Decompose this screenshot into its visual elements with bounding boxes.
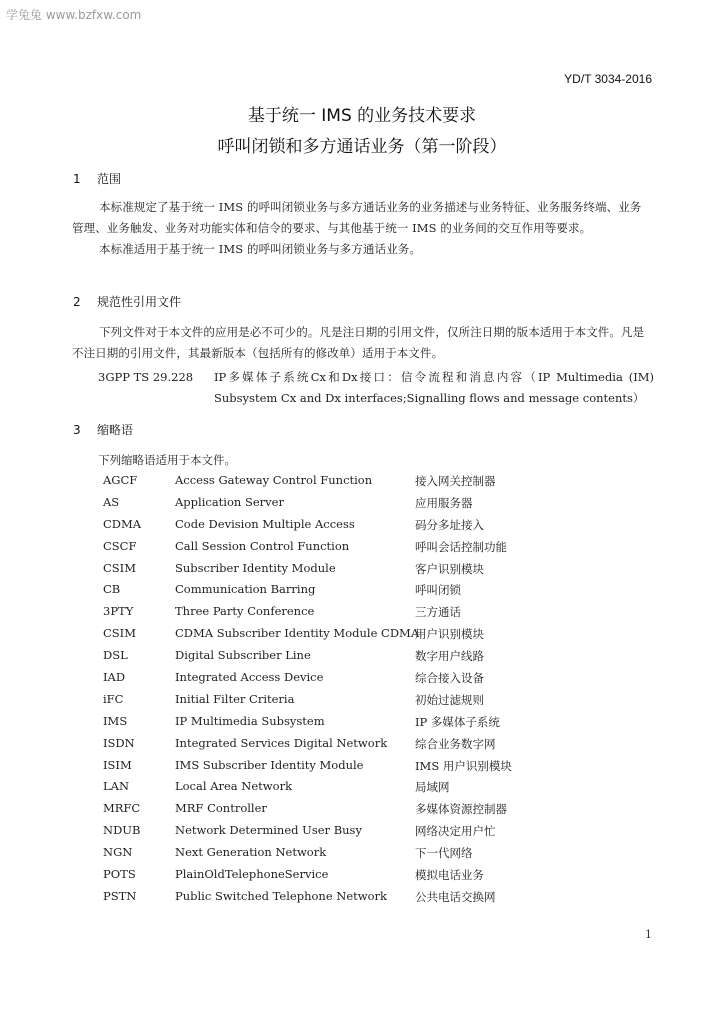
abbreviation-term: DSL — [103, 648, 128, 663]
abbreviation-term: PSTN — [103, 888, 137, 903]
abbreviation-row — [103, 624, 623, 646]
abbreviation-row — [103, 493, 623, 515]
abbreviation-row — [103, 887, 623, 909]
normative-paragraph: 下列文件对于本文件的应用是必不可少的。凡是注日期的引用文件，仅所注日期的版本适用于本文件。凡是不注日期的引用文件，其最新版本（包括所有的修改单）适用于本文件。 — [72, 325, 645, 360]
abbreviation-english: Integrated Services Digital Network — [175, 735, 388, 750]
abbreviation-row — [103, 865, 623, 887]
reference-title: IP多媒体子系统Cx和Dx接口：信令流程和消息内容（IP Multimedia (IM) Subsystem Cx and Dx interfaces;Signalling flows and message contents） — [214, 370, 654, 405]
abbreviation-chinese: 公共电话交换网 — [415, 889, 496, 904]
abbreviation-chinese: 三方通话 — [415, 605, 461, 620]
abbreviation-english: MRF Controller — [175, 801, 267, 816]
abbreviation-chinese: 客户识别模块 — [415, 561, 484, 576]
document-title: 基于统一 IMS 的业务技术要求 — [247, 106, 477, 126]
abbreviation-english: PlainOldTelephoneService — [175, 867, 329, 882]
abbreviation-term: MRFC — [103, 801, 141, 816]
abbreviation-term: POTS — [103, 867, 136, 882]
normative-text — [72, 322, 652, 364]
abbreviation-english: Next Generation Network — [175, 845, 327, 860]
abbreviation-row — [103, 690, 623, 712]
abbreviation-chinese: 模拟电话业务 — [415, 868, 484, 883]
abbreviation-english: Digital Subscriber Line — [175, 648, 311, 663]
abbreviations-intro: 下列缩略语适用于本文件。 — [98, 453, 236, 467]
abbreviation-english: Integrated Access Device — [175, 670, 324, 685]
reference-code: 3GPP TS 29.228 — [98, 370, 194, 384]
abbreviation-term: LAN — [103, 779, 130, 794]
abbreviation-english: CDMA Subscriber Identity Module CDMA — [175, 626, 420, 641]
abbreviation-chinese: 数字用户线路 — [415, 649, 484, 664]
abbreviation-term: IMS — [103, 713, 128, 728]
abbreviation-chinese: 初始过滤规则 — [415, 692, 484, 707]
page-number: 1 — [645, 928, 652, 941]
abbreviation-term: CDMA — [103, 516, 142, 531]
section-heading-scope — [73, 170, 121, 187]
abbreviation-english: Local Area Network — [175, 779, 293, 794]
section-title: 缩略语 — [97, 423, 134, 437]
section-number: 2 — [73, 295, 81, 309]
abbreviation-term: CB — [103, 582, 121, 597]
abbreviation-chinese: 码分多址接入 — [415, 517, 484, 532]
abbreviation-chinese: 呼叫会话控制功能 — [415, 539, 507, 554]
abbreviation-row — [103, 580, 623, 602]
section-title: 规范性引用文件 — [97, 295, 182, 309]
section-title: 范围 — [97, 172, 122, 186]
abbreviation-chinese: IP 多媒体子系统 — [415, 714, 500, 729]
abbreviation-chinese: IMS 用户识别模块 — [415, 758, 512, 773]
abbreviations-table — [103, 471, 623, 909]
section-number: 3 — [73, 423, 81, 437]
abbreviation-term: CSIM — [103, 560, 136, 575]
abbreviation-row — [103, 668, 623, 690]
abbreviation-chinese: 接入网关控制器 — [415, 474, 496, 488]
abbreviation-english: Communication Barring — [175, 582, 316, 597]
abbreviation-chinese: 综合接入设备 — [415, 671, 484, 686]
abbreviation-term: CSCF — [103, 538, 137, 553]
scope-paragraph-1: 本标准规定了基于统一 IMS 的呼叫闭锁业务与多方通话业务的业务描述与业务特征、业务服务终端、业务管理、业务触发、业务对功能实体和信令的要求、与其他基于统一 IMS 的业务间的交互作用等要求。 — [72, 200, 642, 235]
section-heading-abbreviations — [73, 421, 133, 438]
abbreviation-english: Initial Filter Criteria — [175, 691, 295, 706]
abbreviation-row — [103, 559, 623, 581]
abbreviation-english: Network Determined User Busy — [175, 823, 362, 838]
abbreviation-chinese: 用户识别模块 — [415, 627, 484, 642]
abbreviation-row — [103, 471, 623, 493]
abbreviation-term: 3PTY — [103, 604, 134, 619]
scope-paragraph-2: 本标准适用于基于统一 IMS 的呼叫闭锁业务与多方通话业务。 — [99, 242, 422, 256]
abbreviation-row — [103, 777, 623, 799]
abbreviation-row — [103, 843, 623, 865]
abbreviation-row — [103, 799, 623, 821]
abbreviation-term: ISIM — [103, 757, 132, 772]
abbreviation-english: Subscriber Identity Module — [175, 560, 336, 575]
watermark: 学兔兔 www.bzfxw.com — [6, 8, 142, 22]
abbreviation-english: Three Party Conference — [175, 604, 315, 619]
abbreviation-chinese: 应用服务器 — [415, 495, 473, 510]
abbreviation-row — [103, 602, 623, 624]
abbreviation-row — [103, 537, 623, 559]
abbreviation-row — [103, 734, 623, 756]
abbreviation-term: ISDN — [103, 735, 135, 750]
abbreviation-chinese: 多媒体资源控制器 — [415, 802, 507, 817]
abbreviation-row — [103, 515, 623, 537]
scope-text — [72, 197, 652, 260]
abbreviation-english: Application Server — [175, 494, 284, 509]
abbreviation-english: Access Gateway Control Function — [175, 473, 373, 487]
abbreviation-term: NDUB — [103, 823, 141, 838]
abbreviation-chinese: 综合业务数字网 — [415, 736, 496, 751]
abbreviation-term: NGN — [103, 845, 133, 860]
abbreviation-chinese: 网络决定用户忙 — [415, 824, 496, 839]
abbreviation-english: IP Multimedia Subsystem — [175, 713, 325, 728]
abbreviation-row — [103, 646, 623, 668]
abbreviation-row — [103, 756, 623, 778]
abbreviation-row — [103, 821, 623, 843]
document-subtitle: 呼叫闭锁和多方通话业务（第一阶段） — [217, 137, 507, 157]
abbreviation-english: IMS Subscriber Identity Module — [175, 757, 364, 772]
abbreviation-row — [103, 712, 623, 734]
abbreviation-english: Code Devision Multiple Access — [175, 516, 355, 531]
abbreviation-term: AGCF — [103, 473, 138, 487]
section-heading-normative — [73, 293, 181, 310]
standard-code: YD/T 3034-2016 — [564, 72, 652, 86]
section-number: 1 — [73, 172, 81, 186]
abbreviation-term: iFC — [103, 691, 124, 706]
abbreviation-term: IAD — [103, 670, 126, 685]
abbreviation-english: Call Session Control Function — [175, 538, 350, 553]
abbreviation-chinese: 呼叫闭锁 — [415, 583, 461, 598]
abbreviation-english: Public Switched Telephone Network — [175, 888, 387, 903]
abbreviation-chinese: 下一代网络 — [415, 846, 473, 861]
abbreviation-term: AS — [103, 494, 120, 509]
abbreviation-chinese: 局域网 — [415, 780, 450, 795]
abbreviation-term: CSIM — [103, 626, 136, 641]
